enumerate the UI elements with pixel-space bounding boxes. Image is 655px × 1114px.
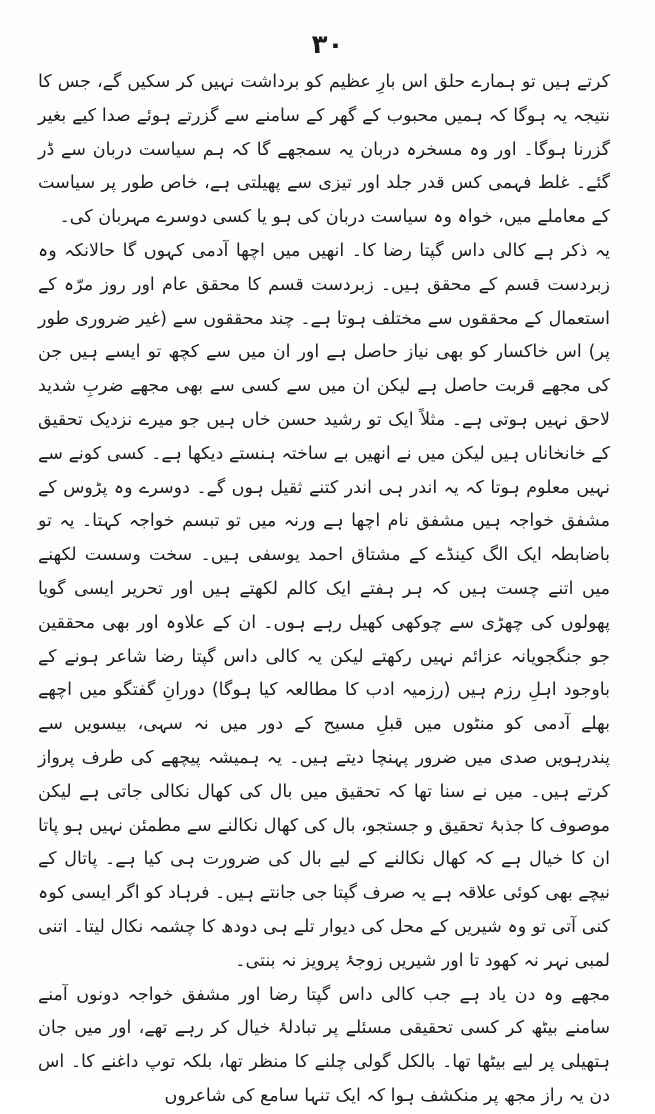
page-number: ۳۰ bbox=[311, 30, 344, 60]
paragraph-1: کرتے ہیں تو ہمارے حلق اس بارِ عظیم کو برداشت نہیں کر سکیں گے، جس کا نتیجہ یہ ہوگا کہ ہمیں محبوب کے گھر کے سامنے سے گزرتے ہوئے صدا کیے بغیر گزرنا ہوگا۔ اور وہ مسخرہ دربان یہ سمجھے گا کہ ہم سیاست دربان سے ڈر گئے۔ غلط فہمی کس قدر جلد اور تیزی سے پھیلتی ہے، خاص طور پر سیاست کے معاملے میں، خواہ وہ سیاست دربان کی ہو یا کسی دوسرے مہربان کی۔ bbox=[38, 72, 610, 228]
paragraph-3: مجھے وہ دن یاد ہے جب کالی داس گپتا رضا اور مشفق خواجہ دونوں آمنے سامنے بیٹھ کر کسی تحقیقی مسئلے پر تبادلۂ خیال کر رہے تھے، اور میں جان ہتھیلی پر لیے بیٹھا تھا۔ بالکل گولی چلنے کا منظر تھا، بلکہ توپ داغنے کا۔ اس دن یہ راز مجھ پر منکشف ہوا کہ ایک تنہا سامع کی شاعروں bbox=[38, 984, 610, 1106]
body-text bbox=[38, 66, 610, 1114]
paragraph-2: یہ ذکر ہے کالی داس گپتا رضا کا۔ انھیں میں اچھا آدمی کہوں گا حالانکہ وہ زبردست قسم کے محقق ہیں۔ زبردست قسم کا محقق عام اور روز مرّہ کے استعمال کے محققوں سے مختلف ہوتا ہے۔ چند محققوں سے (غیر ضروری طور پر) اس خاکسار کو بھی نیاز حاصل ہے اور ان میں سے کچھ تو ایسے ہیں جن کی مجھے قربت حاصل ہے لیکن ان میں سے کسی سے بھی مجھے ضربِ شدید لاحق نہیں ہوتی ہے۔ مثلاً ایک تو رشید حسن خاں ہیں جو میرے نزدیک تحقیق کے خانخاناں ہیں لیکن میں نے انھیں بے ساختہ ہنستے دیکھا ہے۔ کسی کونے سے نہیں معلوم ہوتا کہ یہ اندر ہی اندر کتنے ثقیل ہوں گے۔ دوسرے وہ پڑوس کے مشفق خواجہ ہیں مشفق نام اچھا ہے ورنہ میں تو تبسم خواجہ کہتا۔ یہ تو باضابطہ ایک الگ کینڈے کے مشتاق احمد یوسفی ہیں۔ سخت وسست لکھنے میں اتنے چست ہیں کہ ہر ہفتے ایک کالم لکھتے ہیں اور تحریر ایسی گویا پھولوں کی چھڑی سے چوکھی کھیل رہے ہوں۔ ان کے علاوہ اور بھی محققین جو جنگجویانہ عزائم نہیں رکھتے لیکن یہ کالی داس گپتا رضا شاعر ہونے کے باوجود اہلِ رزم ہیں (رزمیہ ادب کا مطالعہ کیا ہوگا) دورانِ گفتگو میں اچھے بھلے آدمی کو منٹوں میں قبلِ مسیح کے دور میں نہ سہی، بیسویں سے پندرہویں صدی میں ضرور پہنچا دیتے ہیں۔ یہ ہمیشہ پیچھے کی طرف پرواز کرتے ہیں۔ میں نے سنا تھا کہ تحقیق میں بال کی کھال نکالی جاتی ہے لیکن موصوف کا جذبۂ تحقیق و جستجو، بال کی کھال نکالنے سے مطمئن نہیں ہو پاتا ان کا خیال ہے کہ کھال نکالنے کے لیے بال کی ضرورت ہی کیا ہے۔ پاتال کے نیچے بھی کوئی علاقہ ہے یہ صرف گپتا جی جانتے ہیں۔ فرہاد کو اگر ایسی کوہ کنی آتی تو وہ شیریں کے محل کی دیوار تلے ہی دودھ کا چشمہ نکال لیتا۔ اتنی لمبی نہر نہ کھود تا اور شیریں زوجۂ پرویز نہ بنتی۔ bbox=[38, 240, 610, 971]
